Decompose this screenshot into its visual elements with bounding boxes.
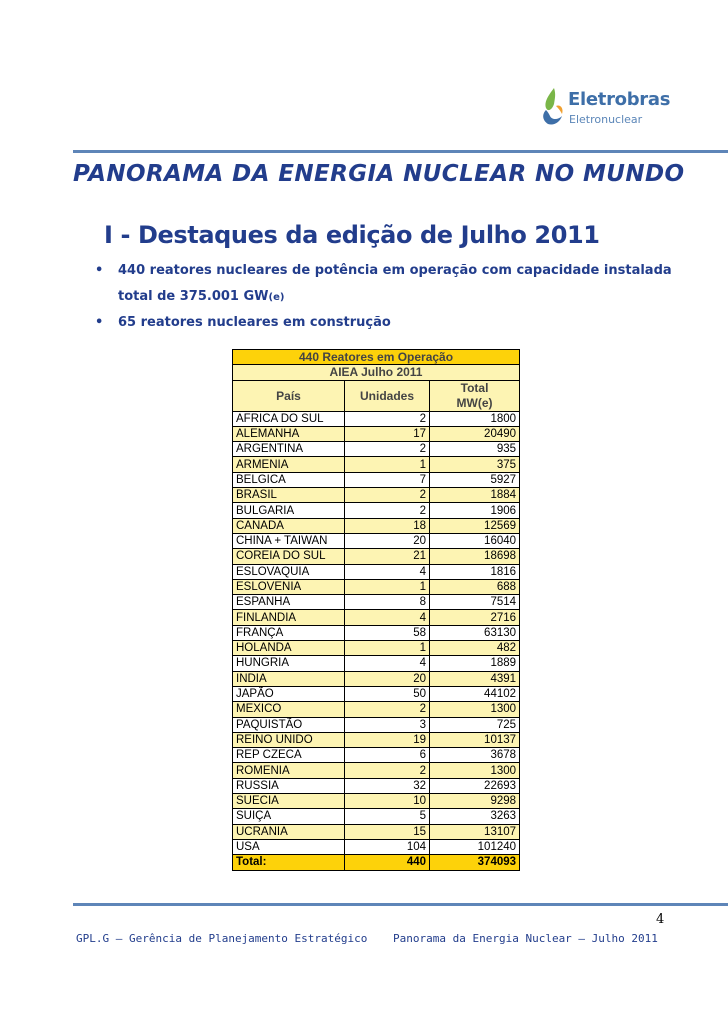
country-cell: BULGARIA xyxy=(233,503,345,518)
capacity-cell: 1816 xyxy=(430,564,520,579)
table-row xyxy=(233,457,520,472)
units-cell: 1 xyxy=(345,457,430,472)
units-cell: 2 xyxy=(345,442,430,457)
column-header-pais: País xyxy=(233,380,345,411)
table-row xyxy=(233,564,520,579)
capacity-cell: 63130 xyxy=(430,625,520,640)
capacity-cell: 375 xyxy=(430,457,520,472)
bullet-2 xyxy=(95,315,391,330)
bullet-1-line1: 440 reatores nucleares de potência em operação com capacidade instalada xyxy=(118,263,672,278)
table-row xyxy=(233,472,520,487)
table-row xyxy=(233,426,520,441)
units-cell: 4 xyxy=(345,656,430,671)
capacity-cell: 22693 xyxy=(430,778,520,793)
capacity-cell: 1300 xyxy=(430,763,520,778)
total-label: Total: xyxy=(233,855,345,870)
column-header-total-line1: Total xyxy=(460,380,489,395)
country-cell: INDIA xyxy=(233,671,345,686)
capacity-cell: 4391 xyxy=(430,671,520,686)
units-cell: 10 xyxy=(345,794,430,809)
footer-divider xyxy=(73,903,728,906)
capacity-cell: 5927 xyxy=(430,472,520,487)
capacity-cell: 101240 xyxy=(430,839,520,854)
country-cell: FINLANDIA xyxy=(233,610,345,625)
table-row xyxy=(233,549,520,564)
country-cell: ALEMANHA xyxy=(233,426,345,441)
table-row xyxy=(233,610,520,625)
bullet-2-text: 65 reatores nucleares em construção xyxy=(118,315,391,330)
table-header-source: AIEA Julho 2011 xyxy=(233,365,520,380)
bullet-1-unit: (e) xyxy=(268,292,285,303)
bullet-dot-icon: • xyxy=(95,263,104,278)
units-cell: 17 xyxy=(345,426,430,441)
country-cell: AFRICA DO SUL xyxy=(233,411,345,426)
capacity-cell: 1889 xyxy=(430,656,520,671)
country-cell: UCRANIA xyxy=(233,824,345,839)
capacity-cell: 12569 xyxy=(430,518,520,533)
capacity-cell: 16040 xyxy=(430,533,520,548)
bullet-dot-icon: • xyxy=(95,315,104,330)
country-cell: PAQUISTÃO xyxy=(233,717,345,732)
table-header-title: 440 Reatores em Operação xyxy=(233,350,520,365)
country-cell: CHINA + TAIWAN xyxy=(233,533,345,548)
table-row xyxy=(233,763,520,778)
page-number: 4 xyxy=(656,912,665,927)
units-cell: 1 xyxy=(345,641,430,656)
units-cell: 18 xyxy=(345,518,430,533)
units-cell: 104 xyxy=(345,839,430,854)
country-cell: RUSSIA xyxy=(233,778,345,793)
eletrobras-logo xyxy=(540,86,670,136)
country-cell: ESLOVAQUIA xyxy=(233,564,345,579)
capacity-cell: 688 xyxy=(430,579,520,594)
units-cell: 20 xyxy=(345,671,430,686)
table-row xyxy=(233,656,520,671)
eletrobras-logo-mark-icon xyxy=(540,86,566,126)
table-row xyxy=(233,503,520,518)
column-header-total-line2: MW(e) xyxy=(456,395,493,410)
table-row xyxy=(233,717,520,732)
country-cell: USA xyxy=(233,839,345,854)
units-cell: 2 xyxy=(345,488,430,503)
total-unidades: 440 xyxy=(345,855,430,870)
reactors-table xyxy=(232,349,520,871)
country-cell: ARMENIA xyxy=(233,457,345,472)
table-row xyxy=(233,809,520,824)
units-cell: 32 xyxy=(345,778,430,793)
table-row xyxy=(233,595,520,610)
country-cell: ROMENIA xyxy=(233,763,345,778)
page-title: PANORAMA DA ENERGIA NUCLEAR NO MUNDO xyxy=(73,161,685,187)
table-row xyxy=(233,579,520,594)
units-cell: 20 xyxy=(345,533,430,548)
units-cell: 19 xyxy=(345,732,430,747)
country-cell: HOLANDA xyxy=(233,641,345,656)
country-cell: BELGICA xyxy=(233,472,345,487)
capacity-cell: 1300 xyxy=(430,702,520,717)
units-cell: 5 xyxy=(345,809,430,824)
column-header-total xyxy=(430,380,520,411)
country-cell: JAPÃO xyxy=(233,686,345,701)
bullet-1 xyxy=(95,263,672,278)
country-cell: COREIA DO SUL xyxy=(233,549,345,564)
table-row xyxy=(233,533,520,548)
units-cell: 4 xyxy=(345,564,430,579)
table-row xyxy=(233,732,520,747)
table-row xyxy=(233,748,520,763)
country-cell: FRANÇA xyxy=(233,625,345,640)
country-cell: ESLOVENIA xyxy=(233,579,345,594)
units-cell: 8 xyxy=(345,595,430,610)
country-cell: SUIÇA xyxy=(233,809,345,824)
bullet-1-line2: total de 375.001 GW xyxy=(118,289,269,304)
country-cell: ESPANHA xyxy=(233,595,345,610)
capacity-cell: 1800 xyxy=(430,411,520,426)
capacity-cell: 482 xyxy=(430,641,520,656)
table-row xyxy=(233,411,520,426)
capacity-cell: 725 xyxy=(430,717,520,732)
bullet-1-continuation xyxy=(118,289,284,304)
country-cell: SUECIA xyxy=(233,794,345,809)
header-divider xyxy=(73,150,728,153)
table-row xyxy=(233,778,520,793)
units-cell: 2 xyxy=(345,763,430,778)
capacity-cell: 44102 xyxy=(430,686,520,701)
units-cell: 4 xyxy=(345,610,430,625)
units-cell: 1 xyxy=(345,579,430,594)
section-subtitle: I - Destaques da edição de Julho 2011 xyxy=(104,221,600,249)
country-cell: MEXICO xyxy=(233,702,345,717)
capacity-cell: 1884 xyxy=(430,488,520,503)
units-cell: 2 xyxy=(345,411,430,426)
capacity-cell: 10137 xyxy=(430,732,520,747)
units-cell: 58 xyxy=(345,625,430,640)
capacity-cell: 935 xyxy=(430,442,520,457)
capacity-cell: 9298 xyxy=(430,794,520,809)
capacity-cell: 18698 xyxy=(430,549,520,564)
table-row xyxy=(233,794,520,809)
units-cell: 6 xyxy=(345,748,430,763)
table-row xyxy=(233,518,520,533)
table-row xyxy=(233,702,520,717)
column-header-unidades: Unidades xyxy=(345,380,430,411)
table-row xyxy=(233,641,520,656)
table-row xyxy=(233,686,520,701)
country-cell: HUNGRIA xyxy=(233,656,345,671)
country-cell: REP CZECA xyxy=(233,748,345,763)
total-mw: 374093 xyxy=(430,855,520,870)
country-cell: ARGENTINA xyxy=(233,442,345,457)
units-cell: 50 xyxy=(345,686,430,701)
footer-right: Panorama da Energia Nuclear – Julho 2011 xyxy=(393,932,658,945)
country-cell: REINO UNIDO xyxy=(233,732,345,747)
logo-brand-name: Eletrobras xyxy=(568,89,671,110)
table-row xyxy=(233,625,520,640)
units-cell: 7 xyxy=(345,472,430,487)
units-cell: 15 xyxy=(345,824,430,839)
table-body xyxy=(233,411,520,855)
capacity-cell: 3678 xyxy=(430,748,520,763)
units-cell: 2 xyxy=(345,503,430,518)
table-row xyxy=(233,442,520,457)
logo-brand-sub: Eletronuclear xyxy=(569,113,643,126)
capacity-cell: 1906 xyxy=(430,503,520,518)
capacity-cell: 13107 xyxy=(430,824,520,839)
capacity-cell: 2716 xyxy=(430,610,520,625)
capacity-cell: 20490 xyxy=(430,426,520,441)
footer-left: GPL.G – Gerência de Planejamento Estratégico xyxy=(76,932,368,945)
table-total-row xyxy=(233,855,520,870)
units-cell: 21 xyxy=(345,549,430,564)
country-cell: BRASIL xyxy=(233,488,345,503)
units-cell: 2 xyxy=(345,702,430,717)
table-row xyxy=(233,488,520,503)
units-cell: 3 xyxy=(345,717,430,732)
table-row xyxy=(233,671,520,686)
table-row xyxy=(233,839,520,854)
capacity-cell: 3263 xyxy=(430,809,520,824)
capacity-cell: 7514 xyxy=(430,595,520,610)
table-row xyxy=(233,824,520,839)
country-cell: CANADA xyxy=(233,518,345,533)
